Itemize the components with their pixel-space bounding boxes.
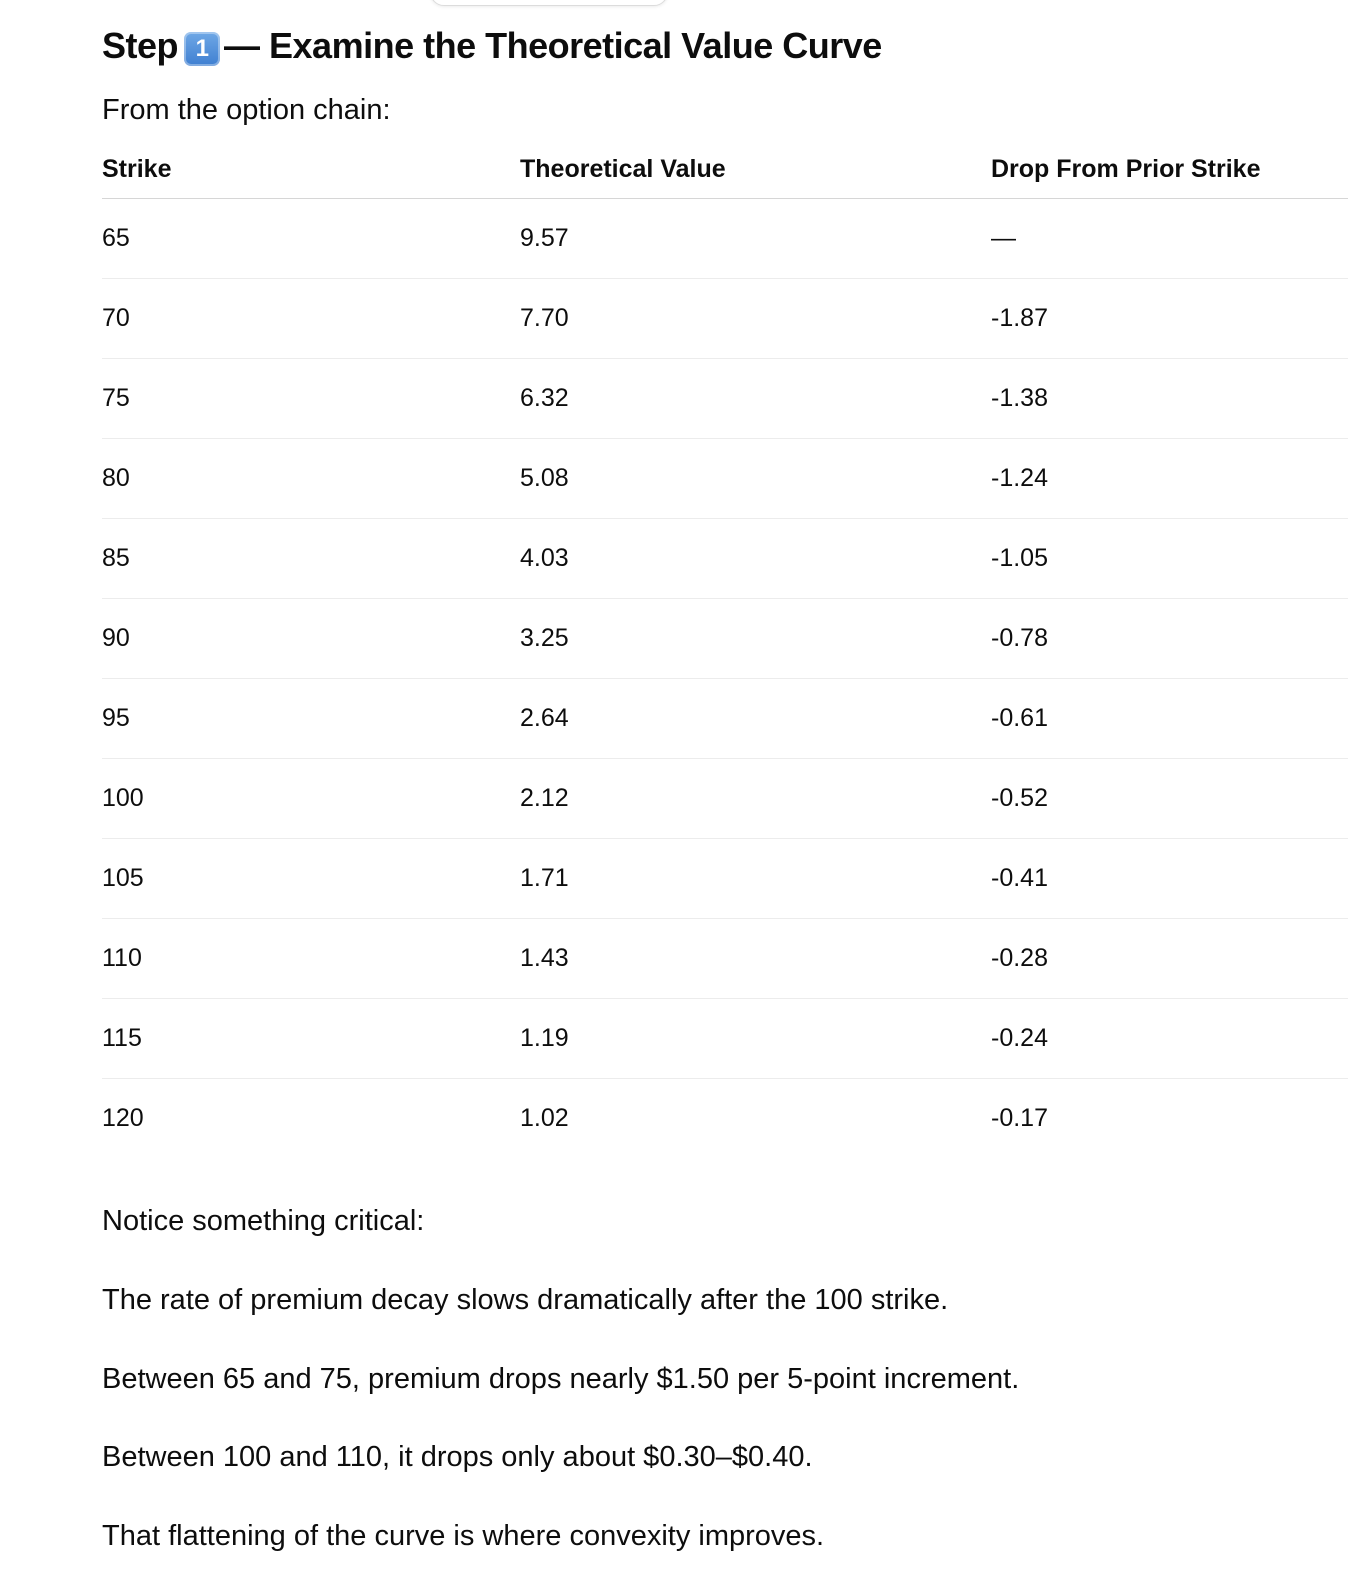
table-row [102,919,1348,999]
table-row [102,1079,1348,1159]
step-heading-suffix: — Examine the Theoretical Value Curve [224,25,882,66]
theoretical-value-cell: 3.25 [520,599,991,679]
drop-cell: -0.28 [991,919,1348,999]
drop-cell: -0.61 [991,679,1348,759]
later-strikes-paragraph: Between 100 and 110, it drops only about $0.30–$0.40. [102,1441,813,1473]
option-chain-table [102,140,1348,1158]
table-row [102,199,1348,279]
theoretical-value-cell: 4.03 [520,519,991,599]
theoretical-value-cell: 7.70 [520,279,991,359]
drop-cell: -0.41 [991,839,1348,919]
top-floating-pill [430,0,668,6]
strike-cell: 120 [102,1104,144,1132]
strike-cell: 85 [102,519,520,599]
drop-cell: -1.87 [991,279,1348,359]
table-row [102,759,1348,839]
column-header-theoretical-value: Theoretical Value [520,140,991,199]
strike-cell: 105 [102,839,520,919]
drop-cell: -1.38 [991,359,1348,439]
strike-cell: 115 [102,999,520,1079]
table-row [102,439,1348,519]
table-row [102,359,1348,439]
strike-cell: 80 [102,439,520,519]
column-header-strike: Strike [102,140,520,199]
theoretical-value-cell: 5.08 [520,439,991,519]
strike-cell: 100 [102,759,520,839]
table-row [102,599,1348,679]
step-heading-prefix: Step [102,25,179,66]
drop-cell: -0.78 [991,599,1348,679]
drop-cell: -0.52 [991,759,1348,839]
theoretical-value-cell: 9.57 [520,199,991,279]
early-strikes-paragraph: Between 65 and 75, premium drops nearly $1.50 per 5-point increment. [102,1363,1020,1395]
keycap-one-icon: 1 [184,32,220,66]
drop-cell: -1.24 [991,439,1348,519]
theoretical-value-cell: 6.32 [520,359,991,439]
table-row [102,999,1348,1079]
theoretical-value-cell: 1.43 [520,919,991,999]
strike-cell: 90 [102,599,520,679]
theoretical-value-cell: 1.19 [520,999,991,1079]
step-heading [102,24,882,68]
table-row [102,519,1348,599]
strike-cell: 110 [102,919,520,999]
table-body [102,199,1348,1159]
drop-cell: -0.17 [991,1104,1048,1132]
theoretical-value-cell: 1.02 [520,1104,569,1132]
table-row [102,679,1348,759]
notice-paragraph: Notice something critical: [102,1205,425,1237]
table-row [102,279,1348,359]
table-row [102,839,1348,919]
drop-cell: -0.24 [991,999,1348,1079]
theoretical-value-cell: 2.12 [520,759,991,839]
drop-cell: -1.05 [991,519,1348,599]
table-header-row [102,140,1348,199]
strike-cell: 70 [102,279,520,359]
decay-paragraph: The rate of premium decay slows dramatically after the 100 strike. [102,1284,949,1316]
drop-cell: — [991,199,1348,279]
table-header [102,140,1348,199]
strike-cell: 65 [102,199,520,279]
theoretical-value-cell: 1.71 [520,839,991,919]
strike-cell: 75 [102,359,520,439]
strike-cell: 95 [102,679,520,759]
convexity-paragraph: That flattening of the curve is where convexity improves. [102,1520,825,1552]
intro-text: From the option chain: [102,94,391,126]
theoretical-value-cell: 2.64 [520,679,991,759]
column-header-drop: Drop From Prior Strike [991,140,1348,199]
